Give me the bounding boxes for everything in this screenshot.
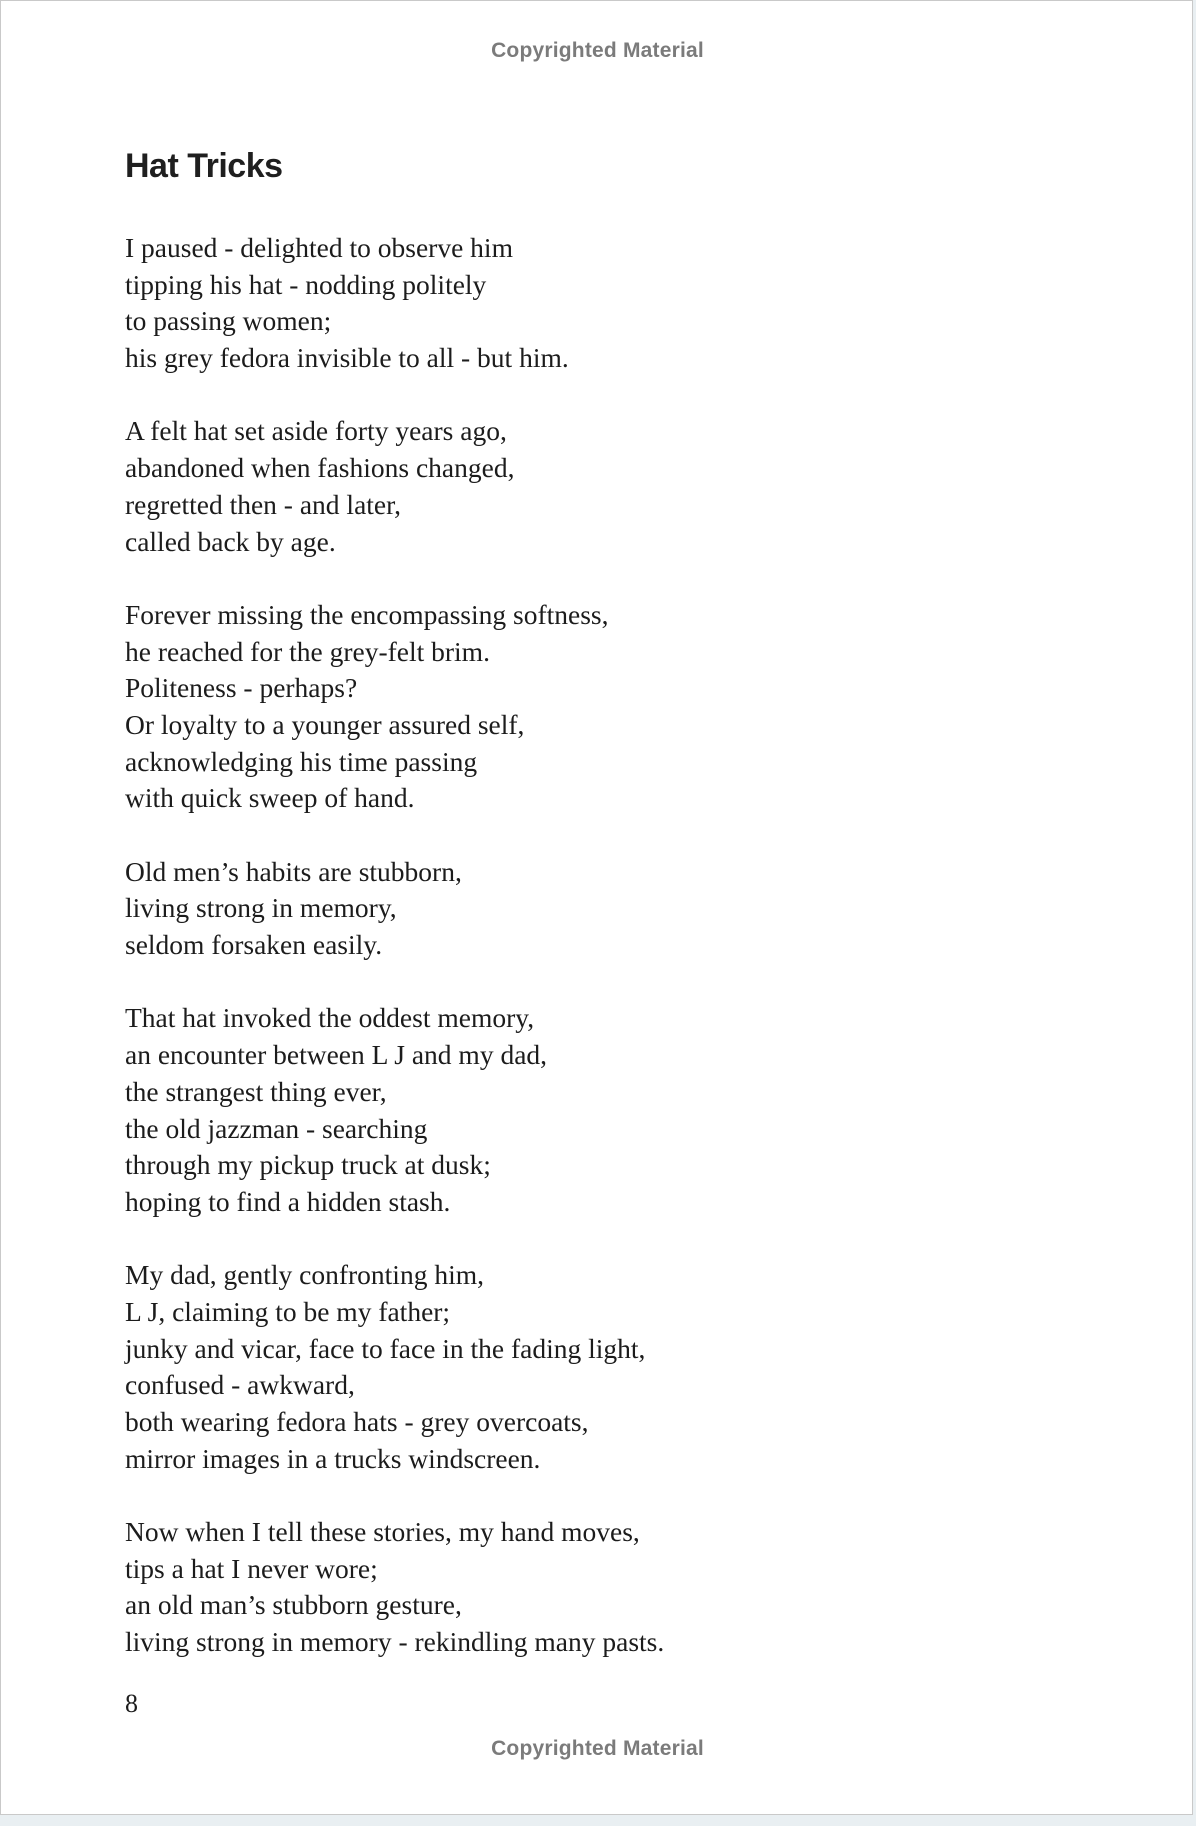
poem-line: he reached for the grey-felt brim. xyxy=(125,635,490,667)
stanza-3 xyxy=(125,597,1025,817)
poem-line: both wearing fedora hats - grey overcoats, xyxy=(125,1406,589,1437)
poem-title: Hat Tricks xyxy=(125,147,283,185)
poem-line: seldom forsaken easily. xyxy=(125,929,383,961)
poem-line: through my pickup truck at dusk; xyxy=(125,1149,491,1181)
poem-line: living strong in memory - rekindling many pasts. xyxy=(125,1626,665,1658)
poem-line: abandoned when fashions changed, xyxy=(125,452,515,484)
poem-line: Old men’s habits are stubborn, xyxy=(125,855,462,887)
poem-line: tipping his hat - nodding politely xyxy=(125,268,487,300)
poem-line: Now when I tell these stories, my hand moves, xyxy=(125,1516,640,1548)
poem-line: an old man’s stubborn gesture, xyxy=(125,1589,462,1621)
poem-line: living strong in memory, xyxy=(125,892,397,924)
poem-line: tips a hat I never wore; xyxy=(125,1552,378,1584)
poem-line: the strangest thing ever, xyxy=(125,1075,387,1107)
poem-line: I paused - delighted to observe him xyxy=(125,232,513,263)
poem-line: junky and vicar, face to face in the fading light, xyxy=(125,1332,646,1364)
poem-line: That hat invoked the oddest memory, xyxy=(125,1002,535,1034)
stanza-6 xyxy=(125,1257,1025,1477)
poem-line: his grey fedora invisible to all - but him. xyxy=(125,342,569,374)
poem-line: L J, claiming to be my father; xyxy=(125,1295,451,1327)
poem-line: to passing women; xyxy=(125,305,332,337)
stanza-4 xyxy=(125,854,1025,964)
poem-line: mirror images in a trucks windscreen. xyxy=(125,1442,541,1474)
poem-body xyxy=(125,230,1025,1698)
stanza-1 xyxy=(125,230,1025,377)
stanza-2 xyxy=(125,413,1025,560)
poem-line: an encounter between L J and my dad, xyxy=(125,1039,548,1071)
stanza-5 xyxy=(125,1000,1025,1220)
poem-line: called back by age. xyxy=(125,525,336,557)
poem-line: Forever missing the encompassing softness, xyxy=(125,598,609,630)
poem-line: acknowledging his time passing xyxy=(125,745,478,777)
poem-line: the old jazzman - searching xyxy=(125,1112,428,1144)
poem-line: Politeness - perhaps? xyxy=(125,672,358,704)
poem-line: A felt hat set aside forty years ago, xyxy=(125,415,507,447)
stanza-7 xyxy=(125,1514,1025,1661)
copyright-header: Copyrighted Material xyxy=(491,39,704,62)
page-number: 8 xyxy=(125,1689,138,1718)
poem-line: My dad, gently confronting him, xyxy=(125,1259,484,1291)
poem-line: confused - awkward, xyxy=(125,1369,355,1401)
copyright-footer: Copyrighted Material xyxy=(491,1737,704,1760)
poem-line: regretted then - and later, xyxy=(125,488,402,520)
poem-line: with quick sweep of hand. xyxy=(125,782,415,814)
poem-line: hoping to find a hidden stash. xyxy=(125,1185,451,1217)
poem-line: Or loyalty to a younger assured self, xyxy=(125,708,525,740)
